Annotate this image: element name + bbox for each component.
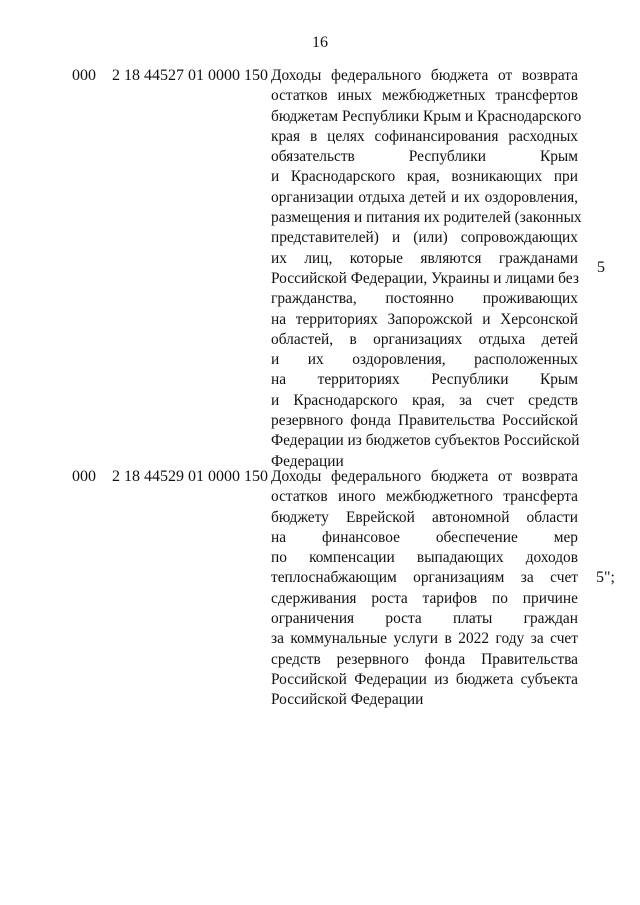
- description-line: бюджету Еврейской автономной области: [271, 508, 578, 526]
- description-line: размещения и питания их родителей (законных: [271, 209, 582, 227]
- admin-code: 000: [72, 67, 96, 84]
- page-number: 16: [312, 34, 328, 51]
- description-line: Российской Федерации: [271, 691, 424, 709]
- admin-code: 000: [72, 468, 96, 485]
- description-line: средств резервного фонда Правительства: [271, 650, 578, 668]
- description-line: остатков иного межбюджетного трансферта: [271, 488, 578, 506]
- description-line: ограничения роста платы граждан: [271, 610, 578, 628]
- description-line: Российской Федерации из бюджета субъекта: [271, 670, 578, 688]
- description-line: резервного фонда Правительства Российской: [271, 412, 578, 430]
- description-line: на территориях Запорожской и Херсонской: [271, 310, 578, 328]
- description-line: представителей) и (или) сопровождающих: [271, 229, 578, 247]
- description-line: организации отдыха детей и их оздоровления,: [271, 188, 578, 206]
- amount-value: 5";: [596, 569, 615, 586]
- description-line: Российской Федерации, Украины и лицами без: [271, 269, 579, 287]
- description-line: края в целях софинансирования расходных: [271, 127, 578, 145]
- description-line: на территориях Республики Крым: [271, 371, 578, 389]
- income-description: [271, 66, 582, 472]
- description-line: Федерации: [271, 452, 344, 470]
- amount-value: 5: [597, 259, 605, 276]
- description-line: и Краснодарского края, возникающих при: [271, 168, 578, 186]
- description-line: и их оздоровления, расположенных: [271, 351, 578, 369]
- description-line: и Краснодарского края, за счет средств: [271, 391, 578, 409]
- description-line: бюджетам Республики Крым и Краснодарского: [271, 107, 582, 125]
- description-line: областей, в организациях отдыха детей: [271, 330, 578, 348]
- budget-classification-code: 2 18 44527 01 0000 150: [112, 67, 268, 84]
- budget-classification-code: 2 18 44529 01 0000 150: [112, 468, 268, 485]
- description-line: обязательств Республики Крым: [271, 148, 578, 166]
- description-line: их лиц, которые являются гражданами: [271, 249, 578, 267]
- description-line: остатков иных межбюджетных трансфертов: [271, 87, 578, 105]
- description-line: Федерации из бюджетов субъектов Российской: [271, 432, 580, 450]
- description-line: по компенсации выпадающих доходов: [271, 549, 578, 567]
- description-line: за коммунальные услуги в 2022 году за счет: [271, 630, 578, 648]
- description-line: теплоснабжающим организациям за счет: [271, 569, 578, 587]
- description-line: Доходы федерального бюджета от возврата: [271, 67, 578, 84]
- description-line: гражданства, постоянно проживающих: [271, 290, 578, 308]
- description-line: сдерживания роста тарифов по причине: [271, 589, 578, 607]
- description-line: Доходы федерального бюджета от возврата: [271, 468, 578, 485]
- income-description: [271, 467, 578, 711]
- description-line: на финансовое обеспечение мер: [271, 528, 578, 546]
